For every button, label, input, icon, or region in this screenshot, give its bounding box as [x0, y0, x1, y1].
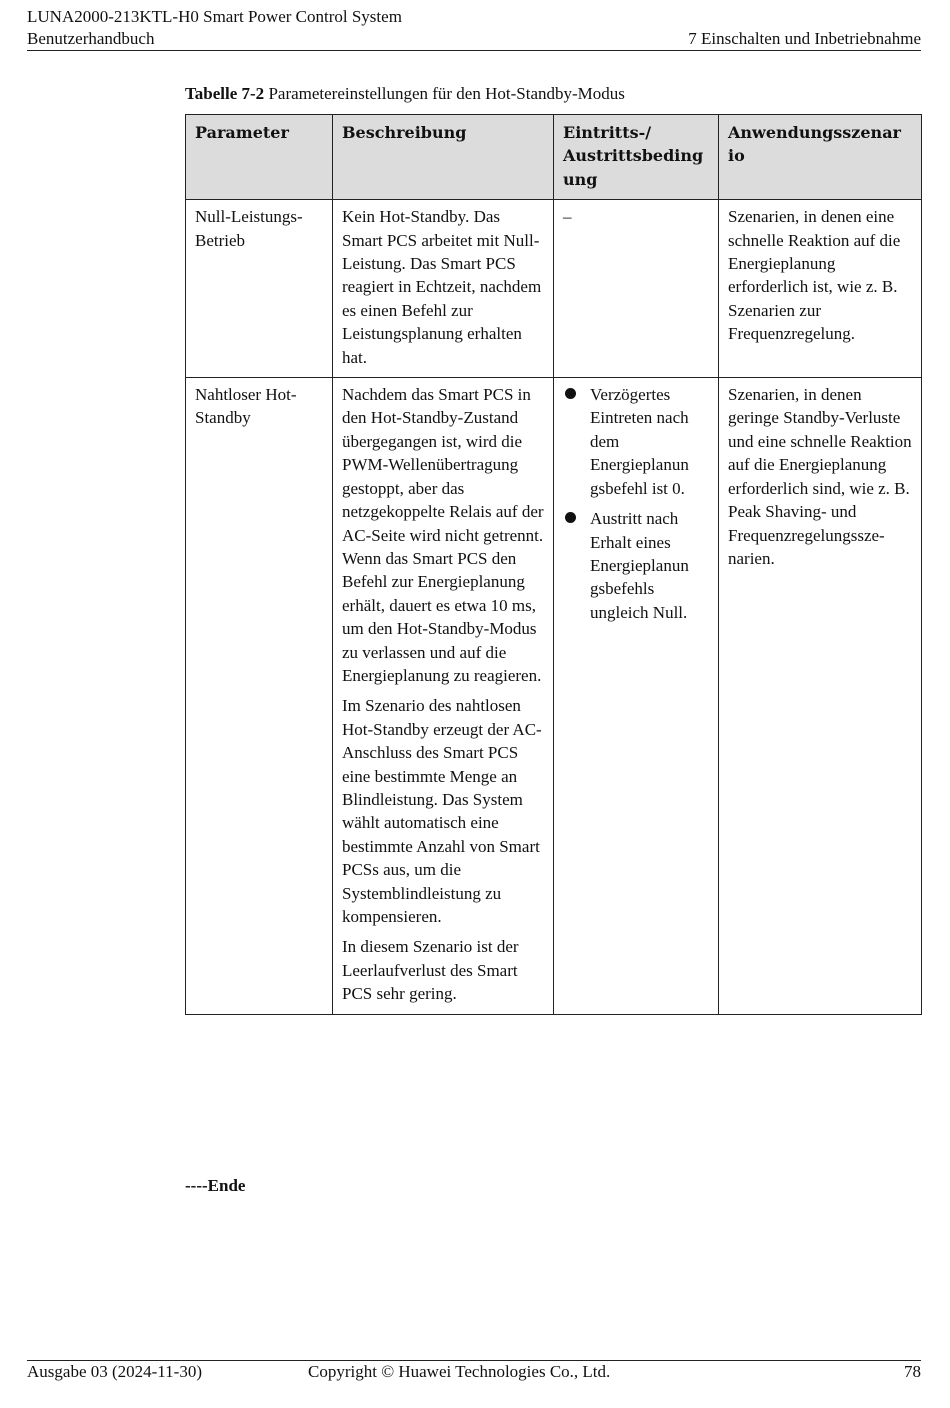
table-row [186, 378, 922, 1015]
bullet-dot-icon [565, 388, 576, 399]
footer-page-number: 78 [904, 1362, 921, 1381]
table-row [186, 200, 922, 378]
list-item-text: Verzögertes Eintreten nach dem Energieplanun gsbefehl ist 0. [590, 385, 689, 498]
table-caption-text: Parametereinstellungen für den Hot-Standby-Modus [268, 84, 625, 103]
hot-standby-parameter-table [185, 114, 922, 1015]
column-header-condition: Eintritts-/ Austrittsbeding ung [554, 115, 719, 200]
header-left [27, 6, 402, 50]
column-header-scenario: Anwendungsszenar io [719, 115, 922, 200]
description-paragraph: Nachdem das Smart PCS in den Hot-Standby-Zustand übergegangen ist, wird die PWM-Wellenübertragung gestoppt, aber das netzgekoppelte Relais auf der AC-Seite wird nicht getrennt. Wenn das Smart PCS den Befehl zur Energieplanung erhält, dauert es etwa 10 ms, um den Hot-Standby-Modus zu verlassen und auf die Energieplanung zu reagieren. [342, 385, 544, 685]
cell-description [333, 378, 554, 1015]
page-header [27, 6, 921, 51]
condition-bullet-list [563, 383, 709, 624]
list-item [563, 507, 709, 624]
cell-scenario: Szenarien, in denen eine schnelle Reaktion auf die Energieplanung erforderlich ist, wie z. B. Szenarien zur Frequenzregelung. [719, 200, 922, 378]
list-item-text: Austritt nach Erhalt eines Energieplanun gsbefehls ungleich Null. [590, 509, 689, 622]
cell-parameter: Nahtloser Hot-Standby [186, 378, 333, 1015]
table-caption-label: Tabelle 7-2 [185, 84, 265, 103]
end-marker: ----Ende [185, 1176, 246, 1195]
description-paragraph: Kein Hot-Standby. Das Smart PCS arbeitet mit Null-Leistung. Das Smart PCS reagiert in Echtzeit, nachdem es einen Befehl zur Leistungsplanung erhalten hat. [342, 207, 542, 367]
description-paragraph: Im Szenario des nahtlosen Hot-Standby erzeugt der AC-Anschluss des Smart PCS eine bestimmte Menge an Blindleistung. Das System wählt automatisch eine bestimmte Anzahl von Smart PCSs aus, um die Systemblindleistung zu kompensieren. [342, 696, 542, 926]
header-chapter-title: 7 Einschalten und Inbetriebnahme [688, 29, 921, 48]
cell-parameter: Null-Leistungs-Betrieb [186, 200, 333, 378]
page-footer [27, 1360, 921, 1381]
description-paragraph: In diesem Szenario ist der Leerlaufverlust des Smart PCS sehr gering. [342, 937, 519, 1004]
table-header-row [186, 115, 922, 200]
list-item [563, 383, 709, 500]
header-document-type: Benutzerhandbuch [27, 29, 155, 48]
cell-description [333, 200, 554, 378]
table-caption [185, 83, 625, 105]
cell-condition [554, 378, 719, 1015]
column-header-parameter: Parameter [186, 115, 333, 200]
header-product-name: LUNA2000-213KTL-H0 Smart Power Control System [27, 7, 402, 26]
footer-copyright: Copyright © Huawei Technologies Co., Ltd. [308, 1362, 611, 1381]
footer-edition: Ausgabe 03 (2024-11-30) [27, 1362, 202, 1381]
cell-scenario: Szenarien, in denen geringe Standby-Verluste und eine schnelle Reaktion auf die Energieplanung erforderlich sind, wie z. B. Peak Shaving- und Frequenzregelungssze-narien. [719, 378, 922, 1015]
bullet-dot-icon [565, 512, 576, 523]
column-header-description: Beschreibung [333, 115, 554, 200]
cell-condition: – [554, 200, 719, 378]
